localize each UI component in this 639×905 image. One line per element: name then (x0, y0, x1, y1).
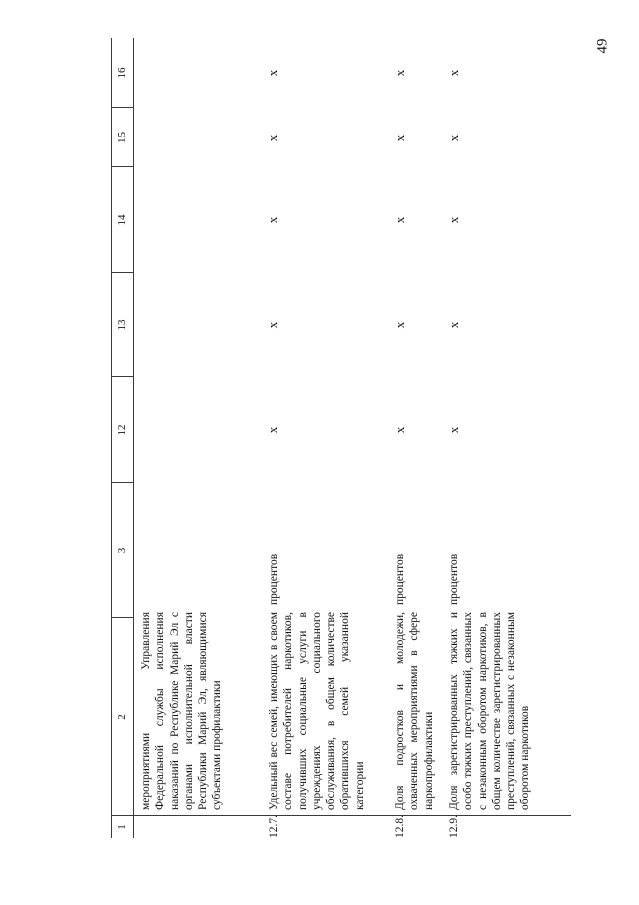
row-value-col14: x (446, 216, 461, 224)
row-unit: процентов (448, 553, 460, 605)
row-description: Доля зарегистрированных тяжких и особо тяжких преступлений, связанных с незаконным оборотом наркотиков, в общем количестве зарегистрированных преступлений, связанных с незаконным оборотом наркотиков (448, 612, 532, 810)
row-value-col16: x (446, 69, 461, 77)
column-number-3: 3 (116, 547, 128, 554)
continuation-text: мероприятиями Управления Федеральной службы исполнения наказаний по Республике Марий Эл с органами исполнительной власти Республики Марий Эл, являющимися субъектами профилактики (140, 612, 224, 810)
row-value-col12: x (265, 426, 280, 434)
row-value-col13: x (392, 321, 407, 329)
column-number-2: 2 (116, 714, 128, 720)
column-number-14: 14 (116, 214, 128, 226)
header-bottom-border (133, 38, 134, 838)
row-value-col16: x (392, 69, 407, 77)
row-value-col15: x (265, 134, 280, 142)
row-value-col12: x (392, 426, 407, 434)
column-number-12: 12 (116, 424, 128, 436)
column-number-15: 15 (116, 132, 128, 143)
column-number-1: 1 (116, 824, 128, 830)
row-value-col15: x (446, 134, 461, 142)
row-unit: процентов (394, 553, 406, 605)
row-value-col13: x (265, 321, 280, 329)
row-value-col15: x (392, 134, 407, 142)
col-divider-1-2 (111, 815, 571, 816)
row-value-col12: x (446, 426, 461, 434)
row-description: Удельный вес семей, имеющих в своем составе потребителей наркотиков, получивших социальные услуги в учреждениях социального обслуживания, в общем количестве обратившихся семей указанной категории (268, 612, 366, 810)
row-unit: процентов (268, 553, 280, 605)
row-value-col14: x (392, 216, 407, 224)
column-number-16: 16 (116, 67, 128, 79)
row-value-col16: x (265, 69, 280, 77)
row-number: 12.7. (268, 815, 280, 838)
row-value-col13: x (446, 321, 461, 329)
column-number-13: 13 (116, 319, 128, 331)
row-value-col14: x (265, 216, 280, 224)
row-description: Доля подростков и молодежи, охваченных мероприятиями в сфере наркопрофилактики (394, 612, 435, 810)
row-number: 12.8. (394, 815, 406, 838)
rotated-table (111, 38, 571, 838)
page-number: 49 (594, 38, 611, 54)
row-number: 12.9. (448, 815, 460, 838)
